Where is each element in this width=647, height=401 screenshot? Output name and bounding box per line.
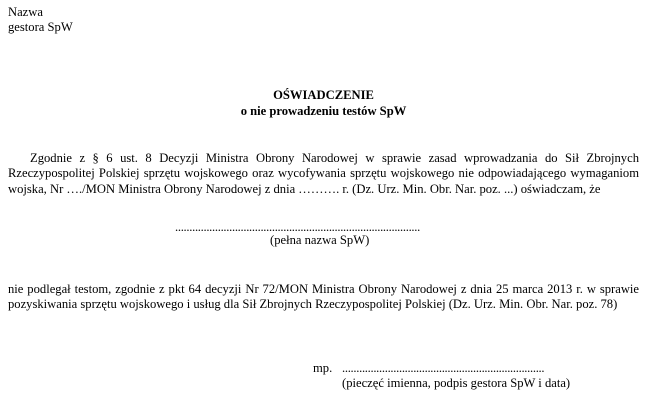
- signature-caption: (pieczęć imienna, podpis gestora SpW i data): [342, 376, 571, 390]
- signature-field: .......................................................................: [342, 361, 545, 375]
- statement-paragraph: Zgodnie z § 6 ust. 8 Decyzji Ministra Obrony Narodowej w sprawie zasad wprowadzania do Sił Zbrojnych Rzeczypospolitej Polskiej sprzętu wojskowego oraz wycofywania sprzętu wojskowego nie odpowiadającego wymaganiom wojska, Nr …./MON Ministra Obrony Narodowej z dnia ………. r. (Dz. Urz. Min. Obr. Nar. poz. ...) oświadczam, że: [8, 151, 639, 196]
- gestor-line-1: Nazwa: [8, 5, 43, 19]
- equipment-name-caption: (pełna nazwa SpW): [270, 233, 370, 247]
- document-title: OŚWIADCZENIE: [273, 88, 374, 102]
- document-subtitle: o nie prowadzeniu testów SpW: [240, 104, 407, 118]
- stamp-place-label: mp.: [313, 361, 333, 375]
- gestor-name-label: [8, 5, 73, 36]
- equipment-name-field: ......................................................................................: [175, 220, 420, 234]
- gestor-line-2: gestora SpW: [8, 20, 73, 35]
- exemption-paragraph: nie podlegał testom, zgodnie z pkt 64 decyzji Nr 72/MON Ministra Obrony Narodowej z dnia 25 marca 2013 r. w sprawie pozyskiwania sprzętu wojskowego i usług dla Sił Zbrojnych Rzeczypospolitej Polskiej (Dz. Urz. Min. Obr. Nar. poz. 78): [8, 282, 639, 312]
